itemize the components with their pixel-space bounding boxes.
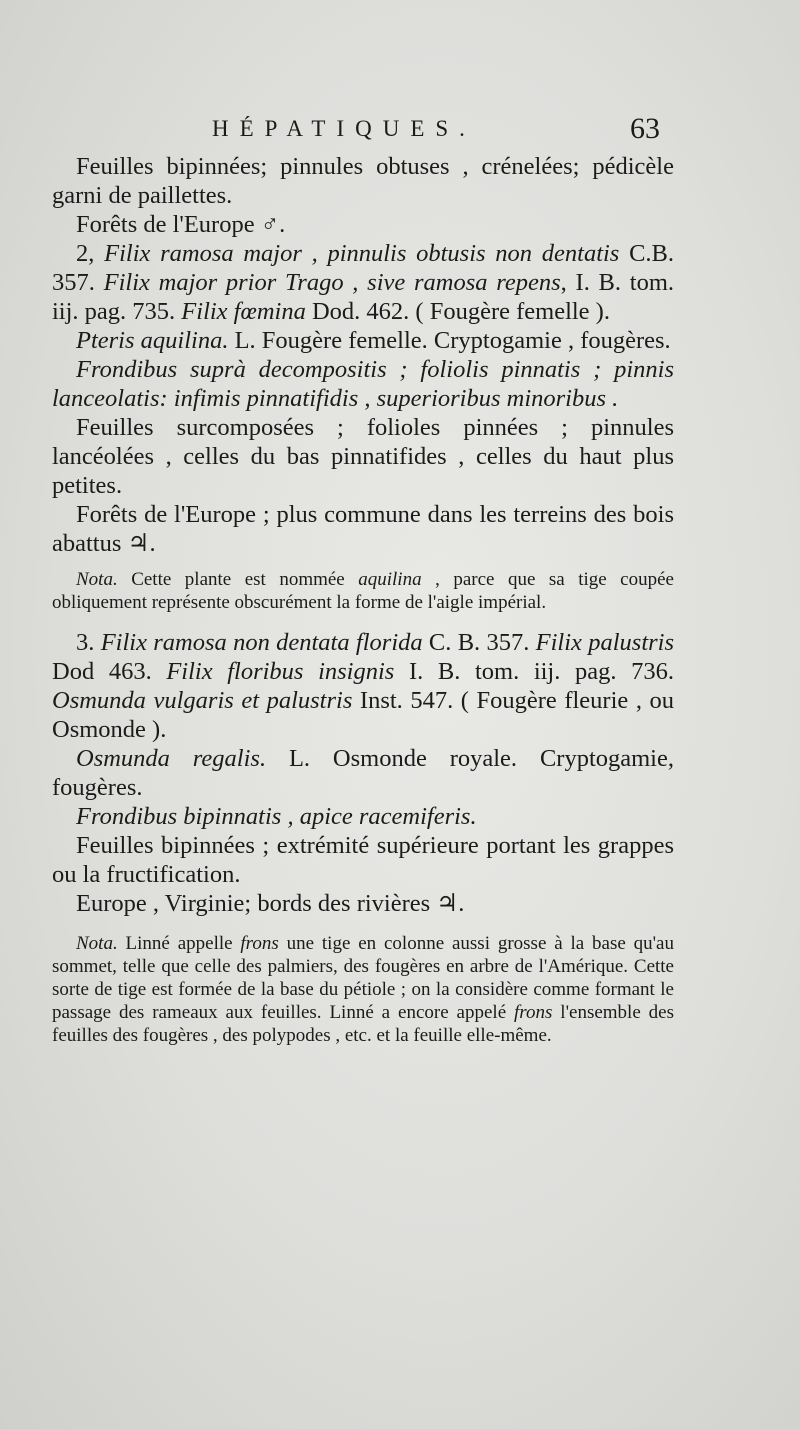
entry-2-french-description: Feuilles surcomposées ; folioles pinnées ; pinnules lancéolées , celles du bas pinnatifides , celles du haut plus petites. xyxy=(52,414,674,499)
entry-3-french-description: Feuilles bipinnées ; extrémité supérieure portant les grappes ou la fructification. xyxy=(52,832,674,888)
entry-2-latin-description: Frondibus suprà decompositis ; foliolis pinnatis ; pinnis lanceolatis: infimis pinnatifidis , superioribus minoribus . xyxy=(52,356,674,412)
perennial-symbol: ♃. xyxy=(127,530,156,557)
male-symbol: ♂. xyxy=(260,211,286,238)
paragraph-description-1: Feuilles bipinnées; pinnules obtuses , crénelées; pédicèle garni de paillettes. xyxy=(52,153,674,209)
entry-3-synonyms: 3. Filix ramosa non dentata florida C. B. 357. Filix palustris Dod 463. Filix floribus insignis I. B. tom. iij. pag. 736. Osmunda vulgaris et palustris Inst. 547. ( Fougère fleurie , ou Osmonde ). xyxy=(52,629,674,743)
entry-2-linnaean-name: Pteris aquilina. L. Fougère femelle. Cryptogamie , fougères. xyxy=(76,327,671,354)
nota-2: Nota. Linné appelle frons une tige en colonne aussi grosse à la base qu'au sommet, telle que celle des palmiers, des fougères en arbre de l'Amérique. Cette sorte de tige est formée de la base du pétiole ; on la considère comme formant le passage des rameaux aux feuilles. Linné a encore appelé frons l'ensemble des feuilles des fougères , des polypodes , etc. et la feuille elle-même. xyxy=(52,933,674,1046)
nota-1: Nota. Cette plante est nommée aquilina , parce que sa tige coupée obliquement représente obscurément la forme de l'aigle impérial. xyxy=(52,569,674,613)
entry-2-habitat: Forêts de l'Europe ; plus commune dans les terreins des bois abattus ♃. xyxy=(52,501,674,557)
entry-3-habitat: Europe , Virginie; bords des rivières ♃. xyxy=(76,890,465,917)
entry-3-linnaean-name: Osmunda regalis. L. Osmonde royale. Cryptogamie, fougères. xyxy=(52,745,674,801)
entry-2-synonyms: 2, Filix ramosa major , pinnulis obtusis non dentatis C.B. 357. Filix major prior Trago , sive ramosa repens, I. B. tom. iij. pag. 735. Filix fœmina Dod. 462. ( Fougère femelle ). xyxy=(52,240,675,325)
paragraph-habitat-1: Forêts de l'Europe ♂. xyxy=(76,211,286,238)
page-text xyxy=(52,152,674,1047)
perennial-symbol: ♃. xyxy=(436,890,465,917)
page-number: 63 xyxy=(630,112,660,145)
page-header xyxy=(200,112,660,152)
running-title: HÉPATIQUES. xyxy=(212,116,476,141)
entry-3-latin-description: Frondibus bipinnatis , apice racemiferis. xyxy=(76,803,477,830)
